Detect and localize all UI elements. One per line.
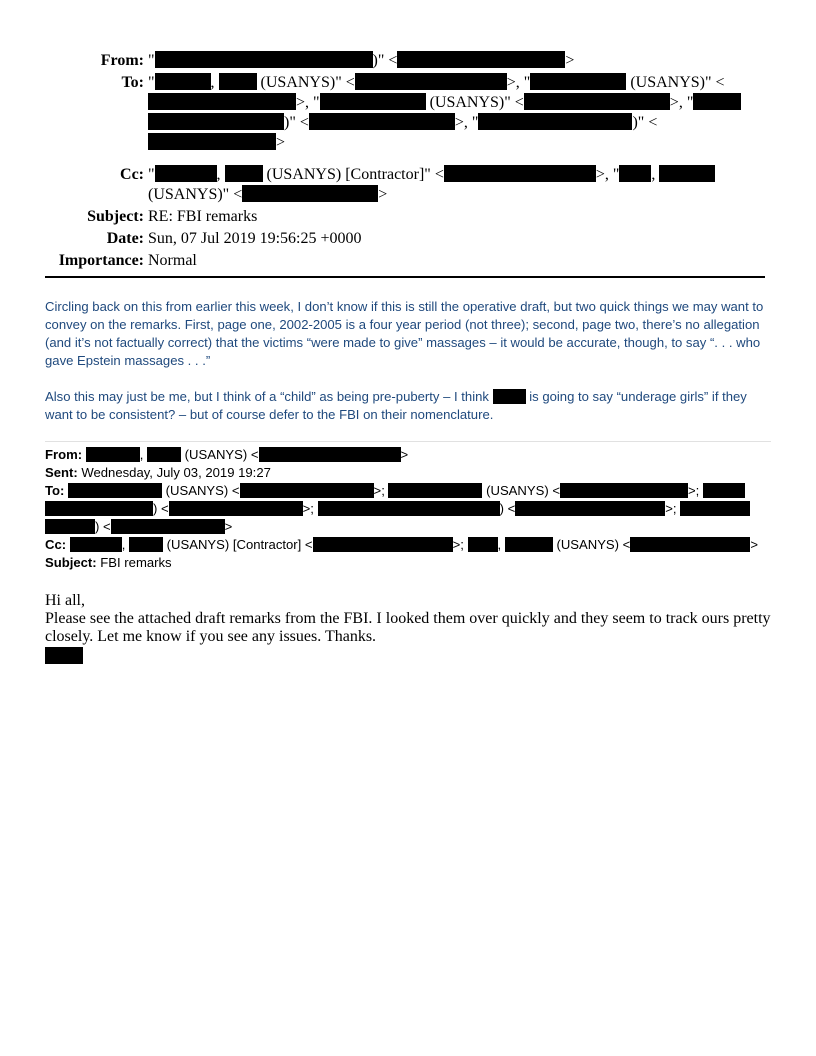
importance-label: Importance:	[58, 252, 144, 269]
redaction	[515, 501, 665, 516]
redaction	[619, 165, 651, 182]
redaction	[318, 501, 500, 516]
orig-from-label: From:	[45, 447, 83, 462]
redaction	[505, 537, 553, 552]
redaction	[155, 51, 373, 68]
orig-cc-label: Cc:	[45, 537, 67, 552]
orig-to-row: To: (USANYS) < >; (USANYS) < >; ) < >; ) < >; ) < >	[45, 482, 773, 536]
org-tag: (USANYS)	[630, 74, 705, 91]
redaction	[703, 483, 745, 498]
redaction	[530, 73, 626, 90]
redaction	[240, 483, 374, 498]
contractor-tag: [Contractor]	[345, 166, 425, 183]
quote-divider	[45, 441, 771, 442]
date-label: Date:	[106, 230, 144, 247]
redaction	[659, 165, 715, 182]
redaction	[560, 483, 688, 498]
subject-value: RE: FBI remarks	[148, 208, 258, 225]
to-row	[0, 73, 816, 153]
redaction	[313, 537, 453, 552]
redaction	[148, 113, 284, 130]
reply-paragraph-2	[45, 388, 771, 424]
redaction	[147, 447, 181, 462]
org-tag: (USANYS)	[165, 483, 229, 498]
redaction	[129, 537, 163, 552]
redaction	[68, 483, 162, 498]
redaction	[86, 447, 140, 462]
from-value: " )" < >	[148, 52, 575, 69]
org-tag: (USANYS)	[486, 483, 549, 498]
redaction	[493, 389, 526, 404]
orig-from-row: From: , (USANYS) < >	[45, 447, 409, 462]
redaction	[219, 73, 257, 90]
header-divider	[45, 276, 765, 278]
org-tag: (USANYS)	[166, 537, 230, 552]
reply-text: Also this may just be me, but I think of a “child” as being pre-puberty – I think	[45, 389, 489, 404]
redaction	[111, 519, 225, 534]
redaction	[444, 165, 596, 182]
redaction	[468, 537, 498, 552]
redaction	[355, 73, 507, 90]
redaction	[148, 133, 276, 150]
from-row	[0, 51, 816, 71]
redaction	[259, 447, 401, 462]
signature-redaction	[45, 647, 83, 664]
redaction	[524, 93, 670, 110]
cc-value: " , (USANYS) [Contractor]" < >, " , (USANYS)" < >	[148, 165, 760, 205]
orig-sent-value: Wednesday, July 03, 2019 19:27	[81, 465, 271, 480]
orig-sent-label: Sent:	[45, 465, 78, 480]
reply-paragraph-1: Circling back on this from earlier this week, I don’t know if this is still the operative draft, but two quick things we may want to convey on the remarks. First, page one, 2002-2005 is a four year period (not three); second, page two, there’s no allegation (and it’s not factually correct) that the victims “were made to give” massages – it would be accurate, though, to say “. . . who gave Epstein massages . . .”	[45, 299, 764, 368]
redaction	[45, 501, 153, 516]
to-label: To:	[121, 74, 144, 91]
redaction	[155, 73, 211, 90]
redaction	[309, 113, 455, 130]
to-value: " , (USANYS)" < >, " (USANYS)" <>, " (USANYS)" < >, " )" < >, " )" <>	[148, 73, 760, 153]
cc-label: Cc:	[120, 166, 144, 183]
org-tag: (USANYS)	[148, 186, 223, 203]
redaction	[169, 501, 303, 516]
reply-text: is going to say “underage girls” if they want to be consistent? – but of course defer to the FBI on their nomenclature.	[45, 389, 747, 422]
redaction	[148, 93, 296, 110]
orig-subject-row	[45, 554, 773, 572]
redaction	[45, 519, 95, 534]
cc-row	[0, 165, 816, 205]
orig-subject-label: Subject:	[45, 555, 97, 570]
email-header	[0, 51, 816, 271]
redaction	[155, 165, 217, 182]
org-tag: (USANYS)	[260, 74, 336, 91]
original-message-body	[45, 592, 775, 664]
date-value: Sun, 07 Jul 2019 19:56:25 +0000	[148, 230, 362, 247]
redaction	[388, 483, 482, 498]
orig-subject-value: FBI remarks	[100, 555, 172, 570]
subject-row	[0, 207, 816, 227]
contractor-tag: [Contractor]	[232, 537, 302, 552]
orig-to-label: To:	[45, 483, 65, 498]
org-tag: (USANYS)	[184, 447, 248, 462]
date-row	[0, 229, 816, 249]
importance-row	[0, 251, 816, 271]
redaction	[320, 93, 426, 110]
greeting: Hi all,	[45, 592, 85, 609]
orig-cc-row: Cc: , (USANYS) [Contractor] < >; , (USANYS) < >	[45, 537, 758, 552]
org-tag: (USANYS)	[556, 537, 620, 552]
redaction	[478, 113, 632, 130]
org-tag: (USANYS)	[266, 166, 342, 183]
redaction	[225, 165, 263, 182]
orig-sent-row	[45, 464, 773, 482]
redaction	[630, 537, 750, 552]
message-text: Please see the attached draft remarks from the FBI. I looked them over quickly and they seem to track ours pretty closely. Let me know if you see any issues. Thanks.	[45, 610, 771, 645]
redaction	[70, 537, 122, 552]
redaction	[242, 185, 378, 202]
redaction	[680, 501, 750, 516]
redaction	[397, 51, 565, 68]
importance-value: Normal	[148, 252, 197, 269]
original-message-header	[45, 446, 773, 572]
redaction	[693, 93, 741, 110]
from-label: From:	[100, 52, 144, 69]
subject-label: Subject:	[87, 208, 144, 225]
org-tag: (USANYS)	[429, 94, 505, 111]
